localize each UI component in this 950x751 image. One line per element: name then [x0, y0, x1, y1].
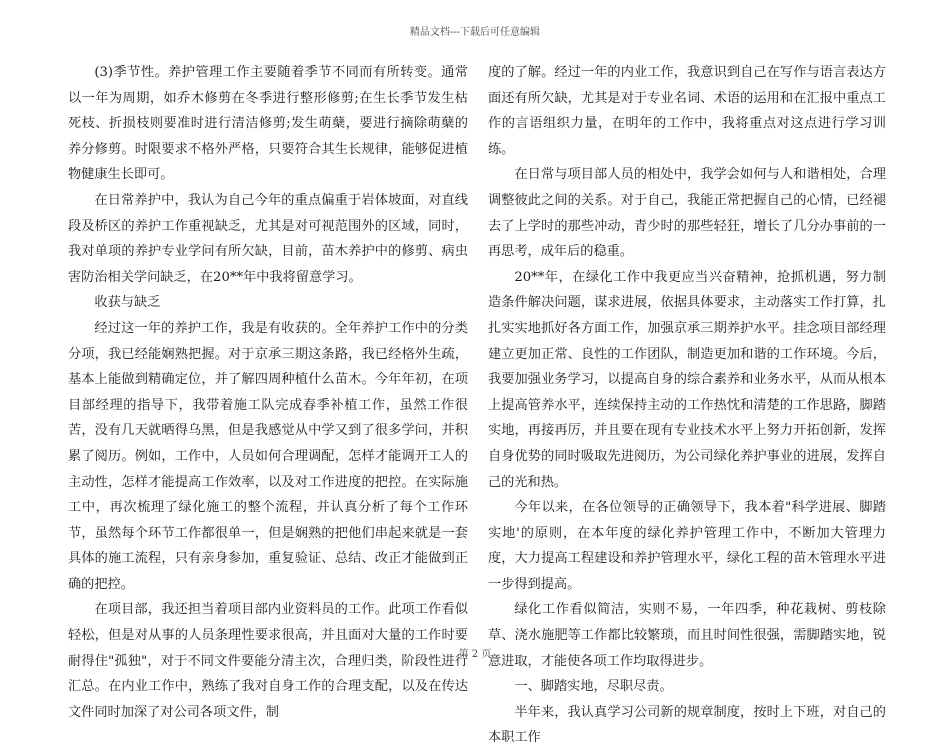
paragraph: 今年以来，在各位领导的正确领导下，我本着"科学进展、脚踏实地'的原则，在本年度的绿化养护管理工作中，不断加大管理力度，大力提高工程建设和养护管理水平，绿化工程的苗木管理水平进一步得到提高。: [488, 500, 886, 592]
paragraph: 在日常养护中，我认为自己今年的重点偏重于岩体坡面，对直线段及桥区的养护工作重视缺乏，尤其是对可视范围外的区域，同时，我对单项的养护专业学问有所欠缺，目前，苗木养护中的修剪、病虫害防治相关学问缺乏，在20**年中我将留意学习。: [68, 192, 468, 285]
paragraph: 绿化工作看似简洁，实则不易，一年四季，种花栽树、剪枝除草、浇水施肥等工作都比较繁琐，而且时间性很强，需脚踏实地，锐意进取，才能使各项工作均取得进步。: [488, 602, 886, 669]
paragraph: 在日常与项目部人员的相处中，我学会如何与人和谐相处，合理调整彼此之间的关系。对于自己，我能正常把握自己的心情，已经褪去了上学时的那些冲动，青少时的那些轻狂，增长了几分办事前的一再思考，成年后的稳重。: [488, 167, 886, 260]
page-number: 第 2 页: [458, 649, 492, 660]
section-heading: 收获与缺乏: [94, 295, 161, 311]
paragraph-continuation: 度的了解。经过一年的内业工作，我意识到自己在写作与语言表达方面还有所欠缺，尤其是对于专业名词、术语的运用和在汇报中重点工作的言语组织力量，在明年的工作中，我将重点对这点进行学习训练。: [488, 65, 886, 157]
paragraph: 经过这一年的养护工作，我是有收获的。全年养护工作中的分类分项，我已经能娴熟把握。对于京承三期这条路，我已经格外生疏，基本上能做到精确定位，并了解四周种植什么苗木。今年年初，在项目部经理的指导下，我带着施工队完成春季补植工作，虽然工作很苦，没有几天就晒得乌黑，但是我感觉从中学又到了很多学问，并积累了阅历。例如，工作中，人员如何合理调配，怎样才能调开工人的主动性，怎样才能提高工作效率，以及对工作进度的把控。在实际施工中，再次梳理了绿化施工的整个流程，并认真分析了每个工作环节，虽然每个环节工作都很单一，但是娴熟的把他们串起来就是一套具体的施工流程，只有亲身参加，重复验证、总结、改正才能做到正确的把控。: [68, 320, 468, 592]
section-heading: 一、脚踏实地，尽职尽责。: [514, 679, 673, 695]
left-column: [68, 60, 468, 725]
paragraph: 在项目部，我还担当着项目部内业资料员的工作。此项工作看似轻松，但是对从事的人员条理性要求很高，并且面对大量的工作时要耐得住"孤独"，对于不同文件要能分清主次，合理归类，阶段性进行汇总。在内业工作中，熟练了我对自身工作的合理支配，以及在传达文件同时加深了对公司各项文件，制: [68, 602, 468, 720]
paragraph: 20**年，在绿化工作中我更应当兴奋精神，抢抓机遇，努力制造条件解决问题，谋求进展，依据具体要求，主动落实工作打算，扎扎实实地抓好各方面工作，加强京承三期养护水平。挂念项目部经理建立更加正常、良性的工作团队，制造更加和谐的工作环境。今后，我要加强业务学习，以提高自身的综合素养和业务水平，从而从根本上提高管养水平，连续保持主动的工作热忱和清楚的工作思路，脚踏实地，再接再厉，并且要在现有专业技术水平上努力开拓创新，发挥自身优势的同时吸取先进阅历，为公司绿化养护事业的进展，发挥自己的光和热。: [488, 269, 886, 490]
paragraph: 半年来，我认真学习公司新的规章制度，按时上下班，对自己的本职工作: [488, 704, 886, 746]
page-header: 精品文档---下载后可任意编辑: [409, 27, 541, 38]
paragraph: (3)季节性。养护管理工作主要随着季节不同而有所转变。通常以一年为周期，如乔木修剪在冬季进行整形修剪;在生长季节发生枯死枝、折损枝则要准时进行清洁修剪;发生萌蘖，要进行摘除萌蘖的养分修剪。时限要求不格外严格，只要符合其生长规律，能够促进植物健康生长即可。: [68, 65, 468, 183]
